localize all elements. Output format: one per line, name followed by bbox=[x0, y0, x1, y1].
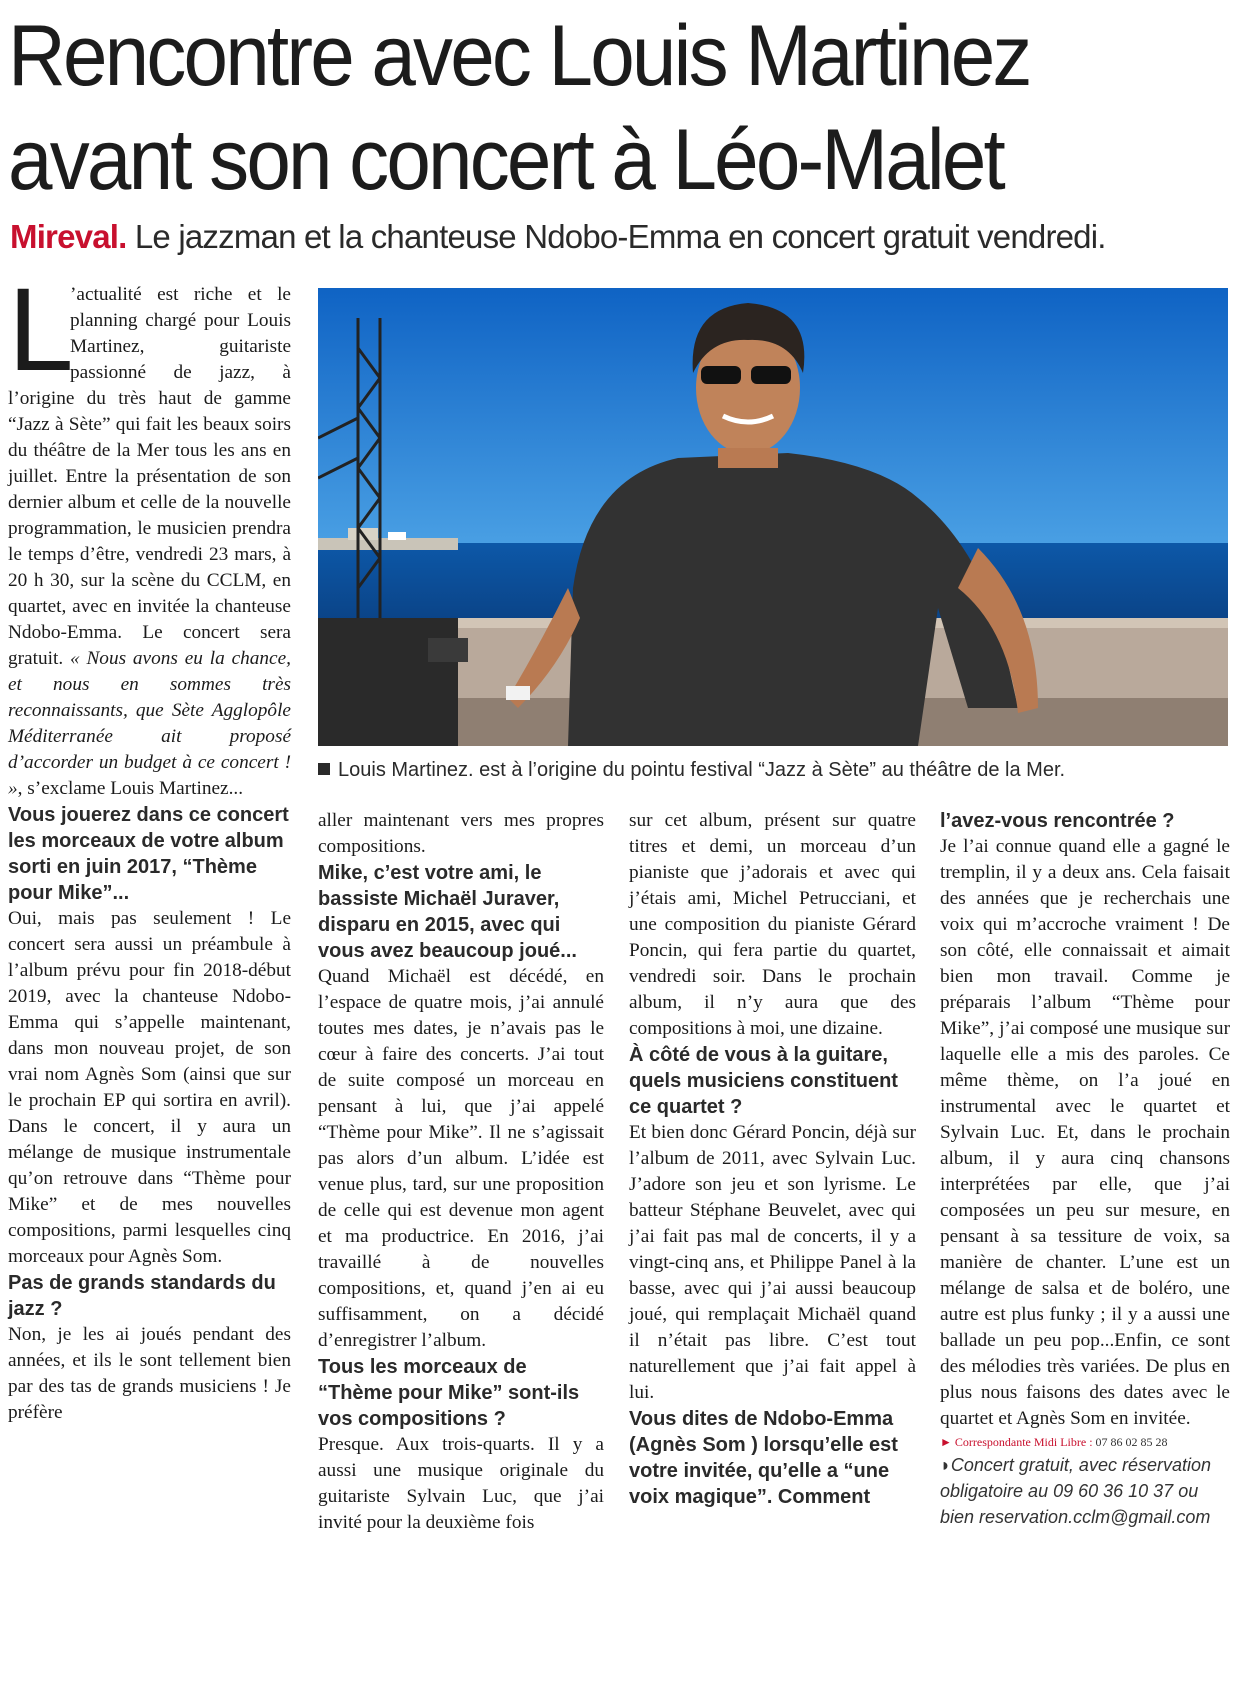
correspondent-label: Correspondante Midi Libre : bbox=[954, 1435, 1096, 1449]
answer-6: Je l’ai connue quand elle a gagné le tremplin, il y a deux ans. Cela faisait des années que je recherchais une voix qui m’accroche vraiment ! De son côté, elle connaissait et aimait bien mon travail. Comme je préparais l’album “Thème pour Mike”, j’ai composé une musique sur laquelle elle a mis des paroles. Ce même thème, on l’a joué en instrumental avec le quartet et Sylvain Luc. Et, dans le prochain album, il y aura cinq chansons interprétées par elle, que j’ai composées un peu sur mesure, en pensant à sa tessiture de voix, sa manière de chanter. L’une est un mélange de salsa et de boléro, une autre est plus funky ; il y a aussi une ballade un peu pop...Enfin, ce sont des mélodies très variées. De plus en plus nous faisons des dates avec le quartet et Agnès Som en invitée. bbox=[940, 836, 1230, 1429]
practical-info-text: Concert gratuit, avec réservation obligatoire au 09 60 36 10 37 ou bien reservation.cclm@gmail.com bbox=[940, 1455, 1211, 1527]
correspondent-phone: 07 86 02 85 28 bbox=[1095, 1435, 1168, 1449]
question-4: Tous les morceaux de “Thème pour Mike” sont-ils vos compositions ? bbox=[318, 1356, 580, 1430]
lead-end: , s’exclame Louis Martinez... bbox=[17, 778, 244, 799]
deck-text: Le jazzman et la chanteuse Ndobo-Emma en concert gratuit vendredi. bbox=[126, 218, 1106, 255]
answer-2-continued: aller maintenant vers mes propres compositions. bbox=[318, 810, 604, 857]
column-4 bbox=[940, 808, 1230, 1530]
headline-line-2: avant son concert à Léo-Malet bbox=[8, 112, 1003, 208]
triangle-icon: ► bbox=[940, 1435, 955, 1449]
column-3 bbox=[629, 808, 916, 1510]
question-3: Mike, c’est votre ami, le bassiste Michaël Juraver, disparu en 2015, avec qui vous avez beaucoup joué... bbox=[318, 862, 577, 962]
article-photo bbox=[318, 288, 1228, 746]
deck bbox=[10, 215, 1235, 259]
answer-4: Presque. Aux trois-quarts. Il y a aussi une musique originale du guitariste Sylvain Luc, que j’ai invité pour la deuxième fois bbox=[318, 1434, 604, 1533]
photo-illustration bbox=[318, 288, 1228, 746]
question-6-continued: l’avez-vous rencontrée ? bbox=[940, 810, 1175, 832]
answer-2: Non, je les ai joués pendant des années, et ils le sont tellement bien par des tas de grands musiciens ! Je préfère bbox=[8, 1324, 291, 1423]
column-2 bbox=[318, 808, 604, 1536]
headline-line-1: Rencontre avec Louis Martinez bbox=[8, 8, 1030, 104]
headline bbox=[8, 4, 1143, 212]
caption-text: Louis Martinez. est à l’origine du pointu festival “Jazz à Sète” au théâtre de la Mer. bbox=[338, 759, 1066, 781]
question-6: Vous dites de Ndobo-Emma (Agnès Som ) lorsqu’elle est votre invitée, qu’elle a “une voix magique”. Comment bbox=[629, 1408, 898, 1508]
info-bullet-icon: ◗ bbox=[940, 1455, 951, 1475]
caption-square-icon bbox=[318, 763, 330, 775]
answer-4-continued: sur cet album, présent sur quatre titres et demi, un morceau d’un pianiste que j’adorais et avec qui j’étais ami, Michel Petrucciani, et une composition du pianiste Gérard Poncin, qui fera partie du quartet, vendredi soir. Dans le prochain album, il n’y aura que des compositions à moi, une dizaine. bbox=[629, 810, 916, 1039]
lead-paragraph bbox=[8, 264, 291, 802]
answer-5: Et bien donc Gérard Poncin, déjà sur l’album de 2011, avec Sylvain Luc. J’adore son jeu et son lyrisme. Le batteur Stéphane Beuvelet, avec qui j’ai fait pas mal de concerts, il y a vingt-cinq ans, et Philippe Panel à la basse, avec qui j’ai aussi beaucoup joué, qui remplaçait Michaël quand il n’était pas libre. C’est tout naturellement que j’ai fait appel à lui. bbox=[629, 1122, 916, 1403]
answer-3: Quand Michaël est décédé, en l’espace de quatre mois, j’ai annulé toutes mes dates, je n’avais pas le cœur à faire des concerts. J’ai tout de suite composé un morceau en pensant à lui, que j’ai appelé “Thème pour Mike”. Il ne s’agissait pas alors d’un album. L’idée est venue plus, tard, sur une proposition de celle qui est devenue mon agent et ma productrice. En 2016, j’ai travaillé à de nouvelles compositions, et, quand j’en ai eu suffisamment, on a décidé d’enregistrer l’album. bbox=[318, 966, 604, 1351]
deck-place: Mireval. bbox=[10, 218, 127, 255]
column-1 bbox=[8, 264, 291, 1426]
drop-cap: L bbox=[8, 264, 74, 396]
correspondent-credit bbox=[940, 1432, 1230, 1452]
lead-text: ’actualité est riche et le planning chargé pour Louis Martinez, guitariste passionné de jazz, à l’origine du très haut de gamme “Jazz à Sète” qui fait les beaux soirs du théâtre de la Mer tous les ans en juillet. Entre la présentation de son dernier album et celle de la nouvelle programmation, le musicien prendra le temps d’être, vendredi 23 mars, à 20 h 30, sur la scène du CCLM, en quartet, avec en invitée la chanteuse Ndobo-Emma. Le concert sera gratuit. bbox=[8, 284, 291, 669]
question-1: Vous jouerez dans ce concert les morceaux de votre album sorti en juin 2017, “Thème pour Mike”... bbox=[8, 804, 289, 904]
photo-caption bbox=[318, 757, 1228, 783]
question-5: À côté de vous à la guitare, quels musiciens constituent ce quartet ? bbox=[629, 1044, 898, 1118]
question-2: Pas de grands standards du jazz ? bbox=[8, 1272, 276, 1320]
practical-info bbox=[940, 1452, 1230, 1530]
lead-quote: « Nous avons eu la chance, et nous en sommes très reconnaissants, que Sète Agglopôle Méditerranée ait proposé d’accorder un budget à ce concert ! » bbox=[8, 648, 291, 799]
answer-1: Oui, mais pas seulement ! Le concert sera aussi un préambule à l’album prévu pour fin 2018-début 2019, avec la chanteuse Ndobo-Emma qui s’appelle maintenant, dans mon nouveau projet, de son vrai nom Agnès Som (ainsi que sur le prochain EP qui sortira en avril). Dans le concert, il y aura un mélange de musique instrumentale qu’on retrouve dans “Thème pour Mike” et de mes nouvelles compositions, parmi lesquelles cinq morceaux pour Agnès Som. bbox=[8, 908, 291, 1267]
